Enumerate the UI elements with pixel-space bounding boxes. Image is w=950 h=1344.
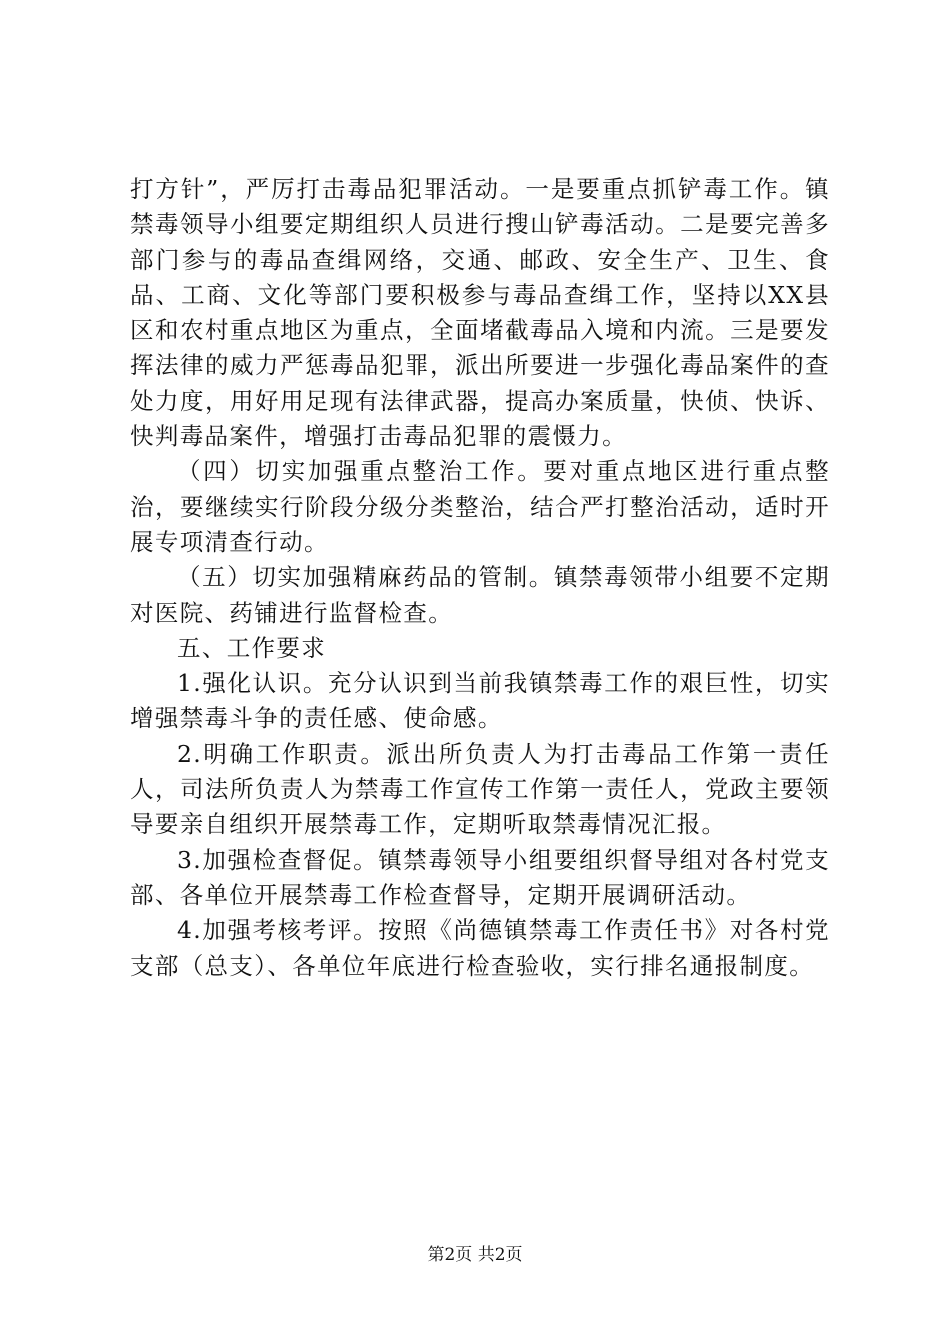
requirement-item-3: 3.加强检查督促。镇禁毒领导小组要组织督导组对各村党支部、各单位开展禁毒工作检查督导，定期开展调研活动。 [130, 845, 830, 909]
requirement-item-1: 1.强化认识。充分认识到当前我镇禁毒工作的艰巨性，切实增强禁毒斗争的责任感、使命感。 [130, 669, 830, 733]
paragraph-strike-drug-crime: 打方针”，严厉打击毒品犯罪活动。一是要重点抓铲毒工作。镇禁毒领导小组要定期组织人员进行搜山铲毒活动。二是要完善多部门参与的毒品查缉网络，交通、邮政、安全生产、卫生、食品、工商、文化等部门要积极参与毒品查缉工作，坚持以XX县区和农村重点地区为重点，全面堵截毒品入境和内流。三是要发挥法律的威力严惩毒品犯罪，派出所要进一步强化毒品案件的查处力度，用好用足现有法律武器，提高办案质量，快侦、快诉、快判毒品案件，增强打击毒品犯罪的震慑力。 [130, 175, 830, 451]
paragraph-controlled-drugs: （五）切实加强精麻药品的管制。镇禁毒领带小组要不定期对医院、药铺进行监督检查。 [130, 563, 830, 627]
section-heading-work-requirements: 五、工作要求 [177, 633, 327, 662]
requirement-item-4: 4.加强考核考评。按照《尚德镇禁毒工作责任书》对各村党支部（总支）、各单位年底进行检查验收，实行排名通报制度。 [130, 916, 830, 980]
page-number-footer: 第2页 共2页 [427, 1245, 523, 1265]
paragraph-key-area-rectification: （四）切实加强重点整治工作。要对重点地区进行重点整治，要继续实行阶段分级分类整治，结合严打整治活动，适时开展专项清查行动。 [130, 457, 830, 556]
requirement-item-2: 2.明确工作职责。派出所负责人为打击毒品工作第一责任人，司法所负责人为禁毒工作宣传工作第一责任人，党政主要领导要亲自组织开展禁毒工作，定期听取禁毒情况汇报。 [130, 739, 830, 839]
document-body [130, 172, 830, 984]
